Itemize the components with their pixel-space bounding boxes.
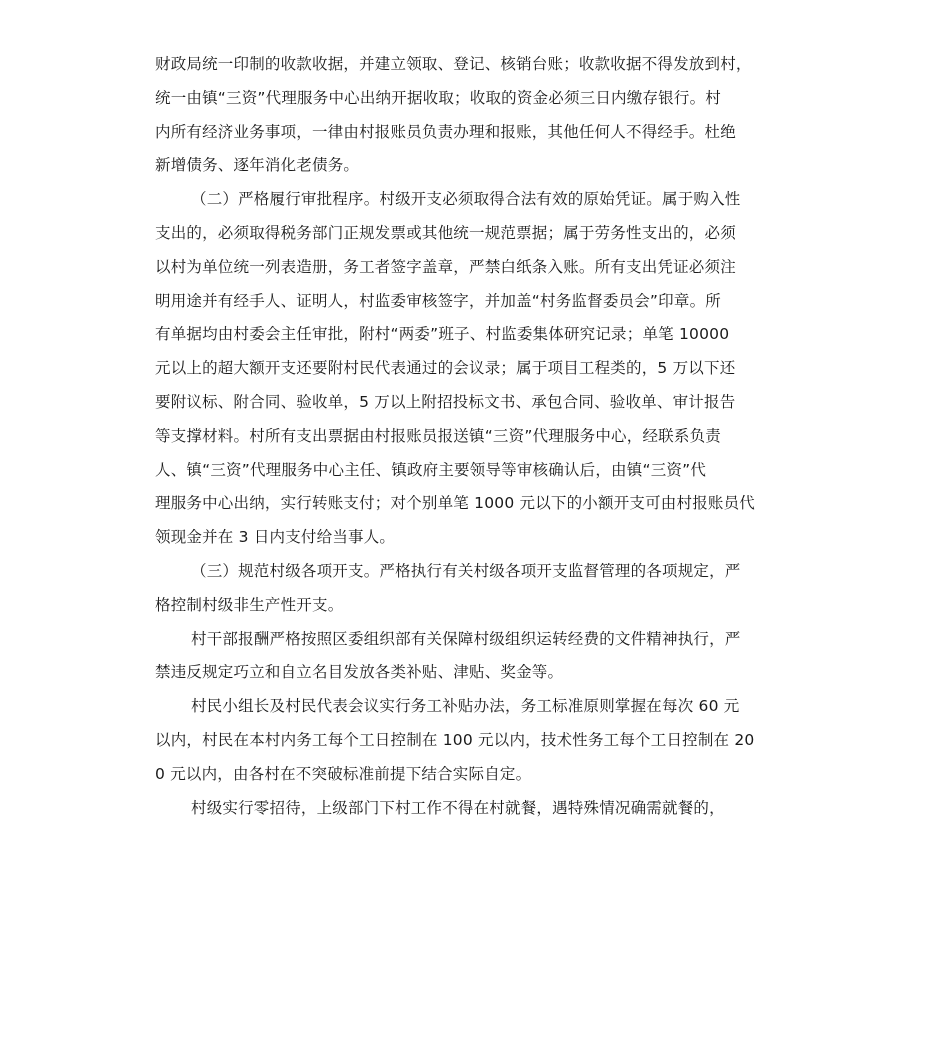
text-line: 要附议标、附合同、验收单，5 万以上附招投标文书、承包合同、验收单、审计报告 [155, 392, 736, 411]
paragraph-start: 村民小组长及村民代表会议实行务工补贴办法，务工标准原则掌握在每次 60 元 [191, 697, 740, 716]
text-line: 支出的，必须取得税务部门正规发票或其他统一规范票据；属于劳务性支出的，必须 [155, 223, 736, 242]
text-line: 新增债务、逐年消化老债务。 [155, 156, 360, 175]
paragraph-start: 村干部报酬严格按照区委组织部有关保障村级组织运转经费的文件精神执行，严 [191, 629, 741, 648]
text-line: 禁违反规定巧立和自立名目发放各类补贴、津贴、奖金等。 [155, 663, 564, 682]
text-line: 元以上的超大额开支还要附村民代表通过的会议录；属于项目工程类的，5 万以下还 [155, 359, 736, 378]
paragraph-heading-3: （三）规范村级各项开支。严格执行有关村级各项开支监督管理的各项规定，严 [191, 561, 741, 580]
text-line: 明用途并有经手人、证明人，村监委审核签字，并加盖“村务监督委员会”印章。所 [155, 291, 721, 310]
paragraph-start: 村级实行零招待，上级部门下村工作不得在村就餐，遇特殊情况确需就餐的， [191, 798, 725, 817]
text-line: 人、镇“三资”代理服务中心主任、镇政府主要领导等审核确认后，由镇“三资”代 [155, 460, 707, 479]
text-line: 内所有经济业务事项，一律由村报账员负责办理和报账，其他任何人不得经手。杜绝 [155, 122, 736, 141]
text-line: 以内，村民在本村内务工每个工日控制在 100 元以内，技术性务工每个工日控制在 20 [155, 730, 755, 749]
text-line: 领现金并在 3 日内支付给当事人。 [155, 528, 396, 547]
text-line: 等支撑材料。村所有支出票据由村报账员报送镇“三资”代理服务中心，经联系负责 [155, 426, 721, 445]
paragraph-heading-2: （二）严格履行审批程序。村级开支必须取得合法有效的原始凭证。属于购入性 [191, 190, 741, 209]
text-line: 财政局统一印制的收款收据，并建立领取、登记、核销台账；收款收据不得发放到村， [155, 55, 752, 73]
document-body [155, 48, 800, 825]
text-line: 有单据均由村委会主任审批，附村“两委”班子、村监委集体研究记录；单笔 10000 [155, 325, 730, 344]
text-line: 统一由镇“三资”代理服务中心出纳开据收取；收取的资金必须三日内缴存银行。村 [155, 88, 721, 107]
text-line: 以村为单位统一列表造册，务工者签字盖章，严禁白纸条入账。所有支出凭证必须注 [155, 257, 736, 276]
text-line: 0 元以内，由各村在不突破标准前提下结合实际自定。 [155, 764, 532, 783]
text-line: 格控制村级非生产性开支。 [155, 595, 344, 614]
text-line: 理服务中心出纳，实行转账支付；对个别单笔 1000 元以下的小额开支可由村报账员代 [155, 494, 756, 513]
